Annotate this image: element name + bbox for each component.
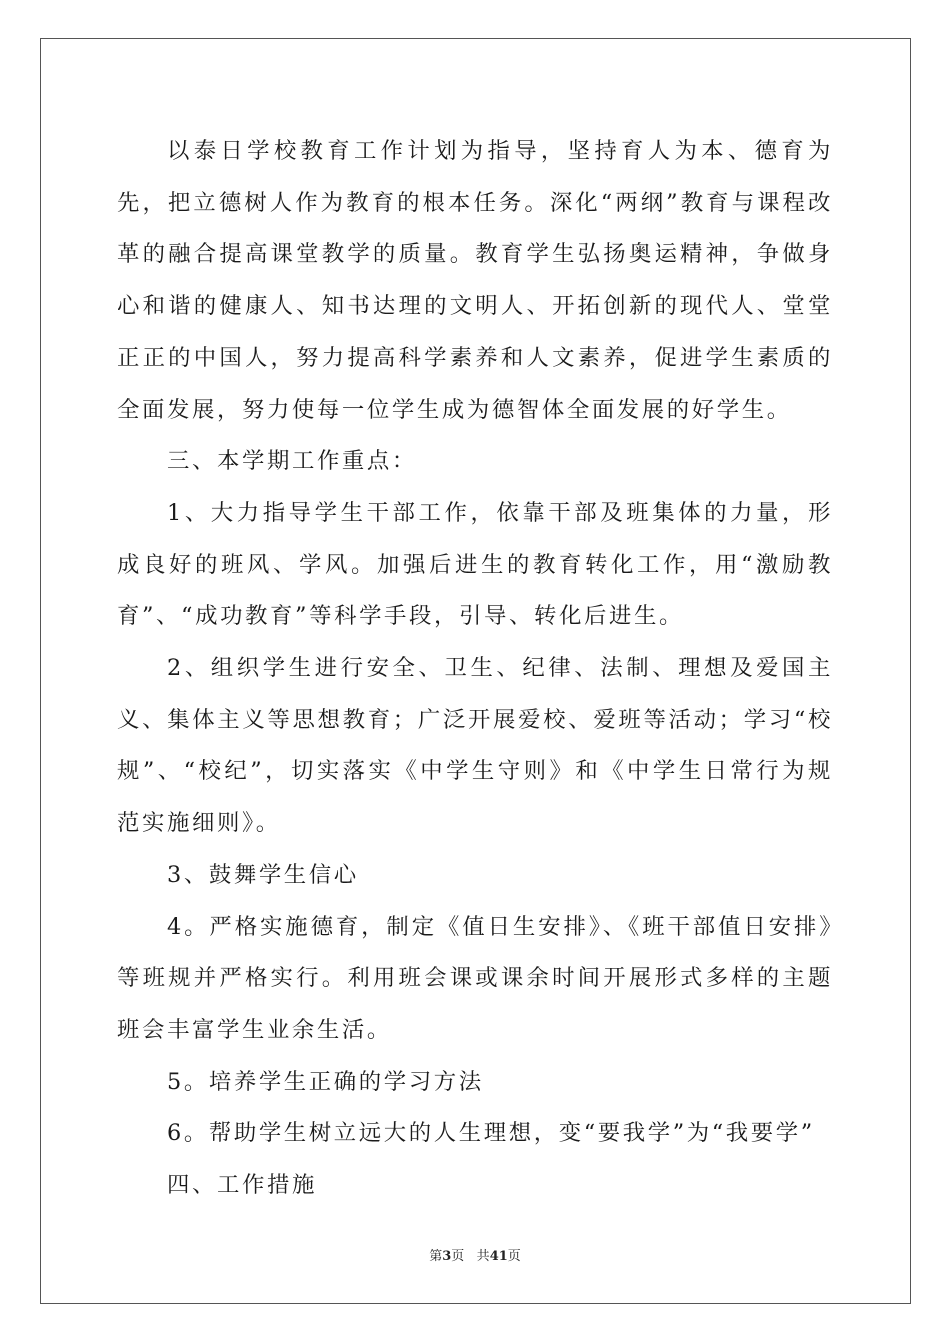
paragraph-intro: 以泰日学校教育工作计划为指导，坚持育人为本、德育为先，把立德树人作为教育的根本任务。深化“两纲”教育与课程改革的融合提高课堂教学的质量。教育学生弘扬奥运精神，争做身心和谐的健康人、知书达理的文明人、开拓创新的现代人、堂堂正正的中国人，努力提高科学素养和人文素养，促进学生素质的全面发展，努力使每一位学生成为德智体全面发展的好学生。 bbox=[117, 138, 833, 423]
page-prefix: 第 bbox=[429, 1249, 443, 1264]
page-suffix: 页 bbox=[451, 1249, 465, 1264]
paragraph-item-2: 2、组织学生进行安全、卫生、纪律、法制、理想及爱国主义、集体主义等思想教育；广泛开展爱校、爱班等活动；学习“校规”、“校纪”，切实落实《中学生守则》和《中学生日常行为规范实施细则》。 bbox=[117, 655, 833, 837]
section-heading-priorities: 三、本学期工作重点： bbox=[167, 448, 417, 475]
paragraph-item-6: 6。帮助学生树立远大的人生理想，变“要我学”为“我要学” bbox=[167, 1120, 815, 1147]
page-footer bbox=[0, 1248, 950, 1266]
section-heading-measures: 四、工作措施 bbox=[167, 1172, 317, 1199]
total-pages: 41 bbox=[489, 1249, 508, 1264]
total-prefix: 共 bbox=[476, 1249, 490, 1264]
paragraph-item-4: 4。严格实施德育，制定《值日生安排》、《班干部值日安排》等班规并严格实行。利用班会课或课余时间开展形式多样的主题班会丰富学生业余生活。 bbox=[117, 913, 833, 1043]
paragraph-item-1: 1、大力指导学生干部工作，依靠干部及班集体的力量，形成良好的班风、学风。加强后进生的教育转化工作，用“激励教育”、“成功教育”等科学手段，引导、转化后进生。 bbox=[117, 499, 833, 630]
page-number: 3 bbox=[442, 1249, 452, 1264]
paragraph-item-5: 5。培养学生正确的学习方法 bbox=[167, 1068, 484, 1095]
total-suffix: 页 bbox=[507, 1249, 521, 1264]
paragraph-item-3: 3、鼓舞学生信心 bbox=[167, 861, 359, 888]
document-body bbox=[117, 126, 833, 1212]
